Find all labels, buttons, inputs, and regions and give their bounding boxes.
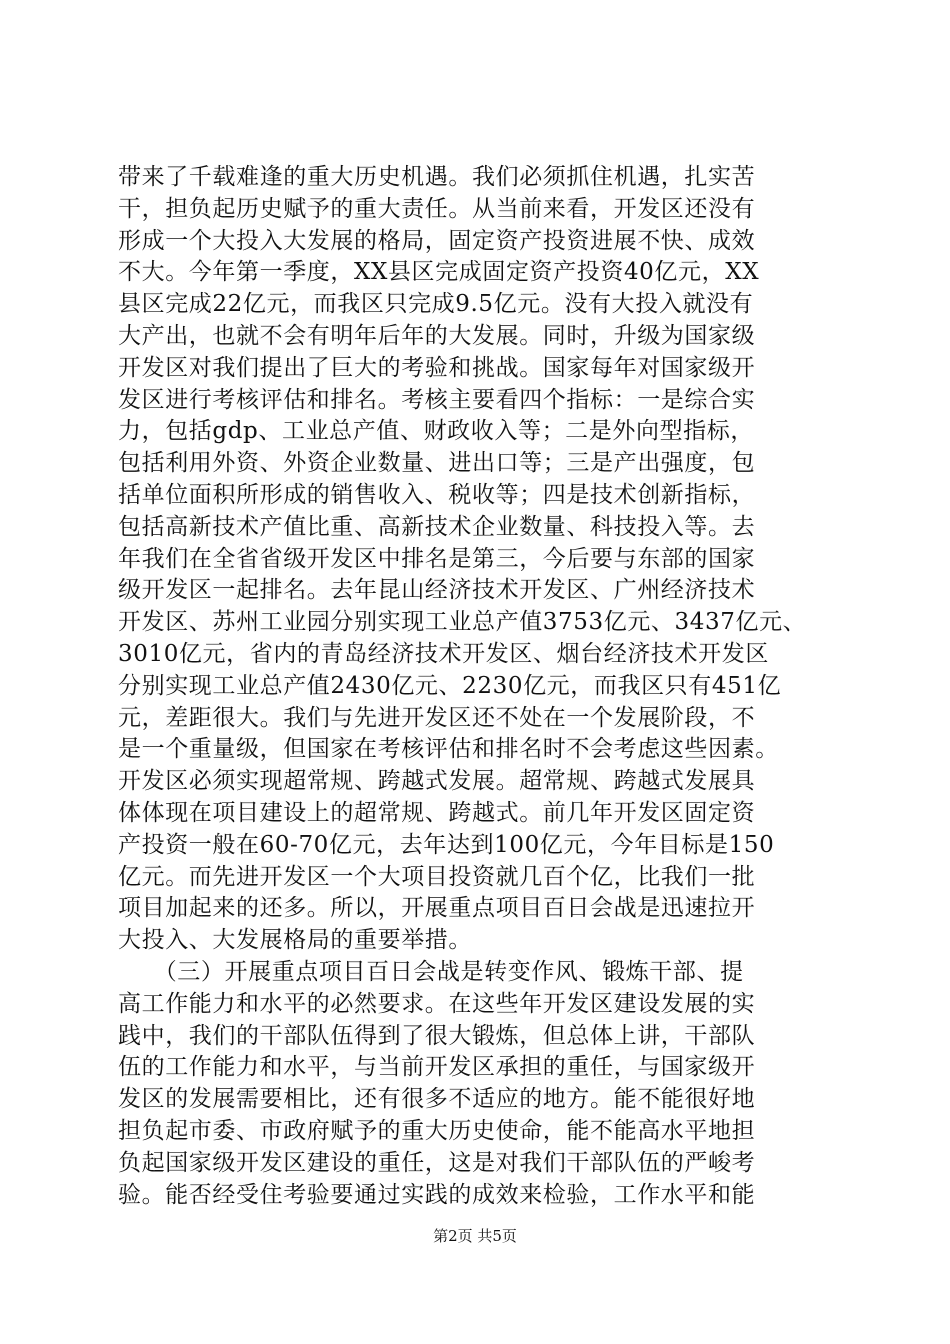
text-line: 县区完成22亿元，而我区只完成9.5亿元。没有大投入就没有 [118,291,754,318]
text-line: 3010亿元，省内的青岛经济技术开发区、烟台经济技术开发区 [118,640,769,667]
text-line: 带来了千载难逢的重大历史机遇。我们必须抓住机遇，扎实苦 [118,164,756,190]
text-line: 践中，我们的干部队伍得到了很大锻炼，但总体上讲，干部队 [118,1022,756,1049]
text-line: 年我们在全省省级开发区中排名是第三，今后要与东部的国家 [118,545,756,572]
text-line: 分别实现工业总产值2430亿元、2230亿元，而我区只有451亿 [118,672,782,699]
text-line: 体体现在项目建设上的超常规、跨越式。前几年开发区固定资 [118,799,756,826]
text-line: 括单位面积所形成的销售收入、税收等；四是技术创新指标， [118,481,756,508]
text-line: 形成一个大投入大发展的格局，固定资产投资进展不快、成效 [118,227,756,254]
text-line: 干，担负起历史赋予的重大责任。从当前来看，开发区还没有 [118,195,756,222]
text-line: 发区进行考核评估和排名。考核主要看四个指标：一是综合实 [118,386,756,413]
text-line: （三）开展重点项目百日会战是转变作风、锻炼干部、提 [118,958,744,985]
text-line: 开发区对我们提出了巨大的考验和挑战。国家每年对国家级开 [118,354,756,381]
text-line: 验。能否经受住考验要通过实践的成效来检验，工作水平和能 [118,1181,756,1208]
text-line: 是一个重量级，但国家在考核评估和排名时不会考虑这些因素。 [118,736,779,763]
text-line: 负起国家级开发区建设的重任，这是对我们干部队伍的严峻考 [118,1149,756,1176]
text-line: 亿元。而先进开发区一个大项目投资就几百个亿，比我们一批 [118,863,756,890]
text-line: 产投资一般在60-70亿元，去年达到100亿元，今年目标是150 [118,831,775,858]
text-line: 不大。今年第一季度，XX县区完成固定资产投资40亿元，XX [118,259,760,286]
text-line: 元，差距很大。我们与先进开发区还不处在一个发展阶段，不 [118,704,756,731]
body-text [118,162,838,1211]
text-line: 担负起市委、市政府赋予的重大历史使命，能不能高水平地担 [118,1117,756,1144]
text-line: 开发区必须实现超常规、跨越式发展。超常规、跨越式发展具 [118,768,756,795]
text-line: 项目加起来的还多。所以，开展重点项目百日会战是迅速拉开 [118,895,756,922]
text-line: 开发区、苏州工业园分别实现工业总产值3753亿元、3437亿元、 [118,609,807,636]
text-line: 大产出，也就不会有明年后年的大发展。同时，升级为国家级 [118,322,756,349]
text-line: 包括高新技术产值比重、高新技术企业数量、科技投入等。去 [118,513,756,540]
text-line: 大投入、大发展格局的重要举措。 [118,927,472,954]
text-line: 包括利用外资、外资企业数量、进出口等；三是产出强度，包 [118,450,756,477]
page-footer [0,1226,950,1246]
text-line: 级开发区一起排名。去年昆山经济技术开发区、广州经济技术 [118,577,756,604]
page-number-label: 第2页 共5页 [433,1227,517,1245]
text-line: 高工作能力和水平的必然要求。在这些年开发区建设发展的实 [118,990,756,1017]
text-line: 力，包括gdp、工业总产值、财政收入等；二是外向型指标， [118,418,754,445]
text-line: 发区的发展需要相比，还有很多不适应的地方。能不能很好地 [118,1086,756,1113]
text-line: 伍的工作能力和水平，与当前开发区承担的重任，与国家级开 [118,1054,756,1081]
